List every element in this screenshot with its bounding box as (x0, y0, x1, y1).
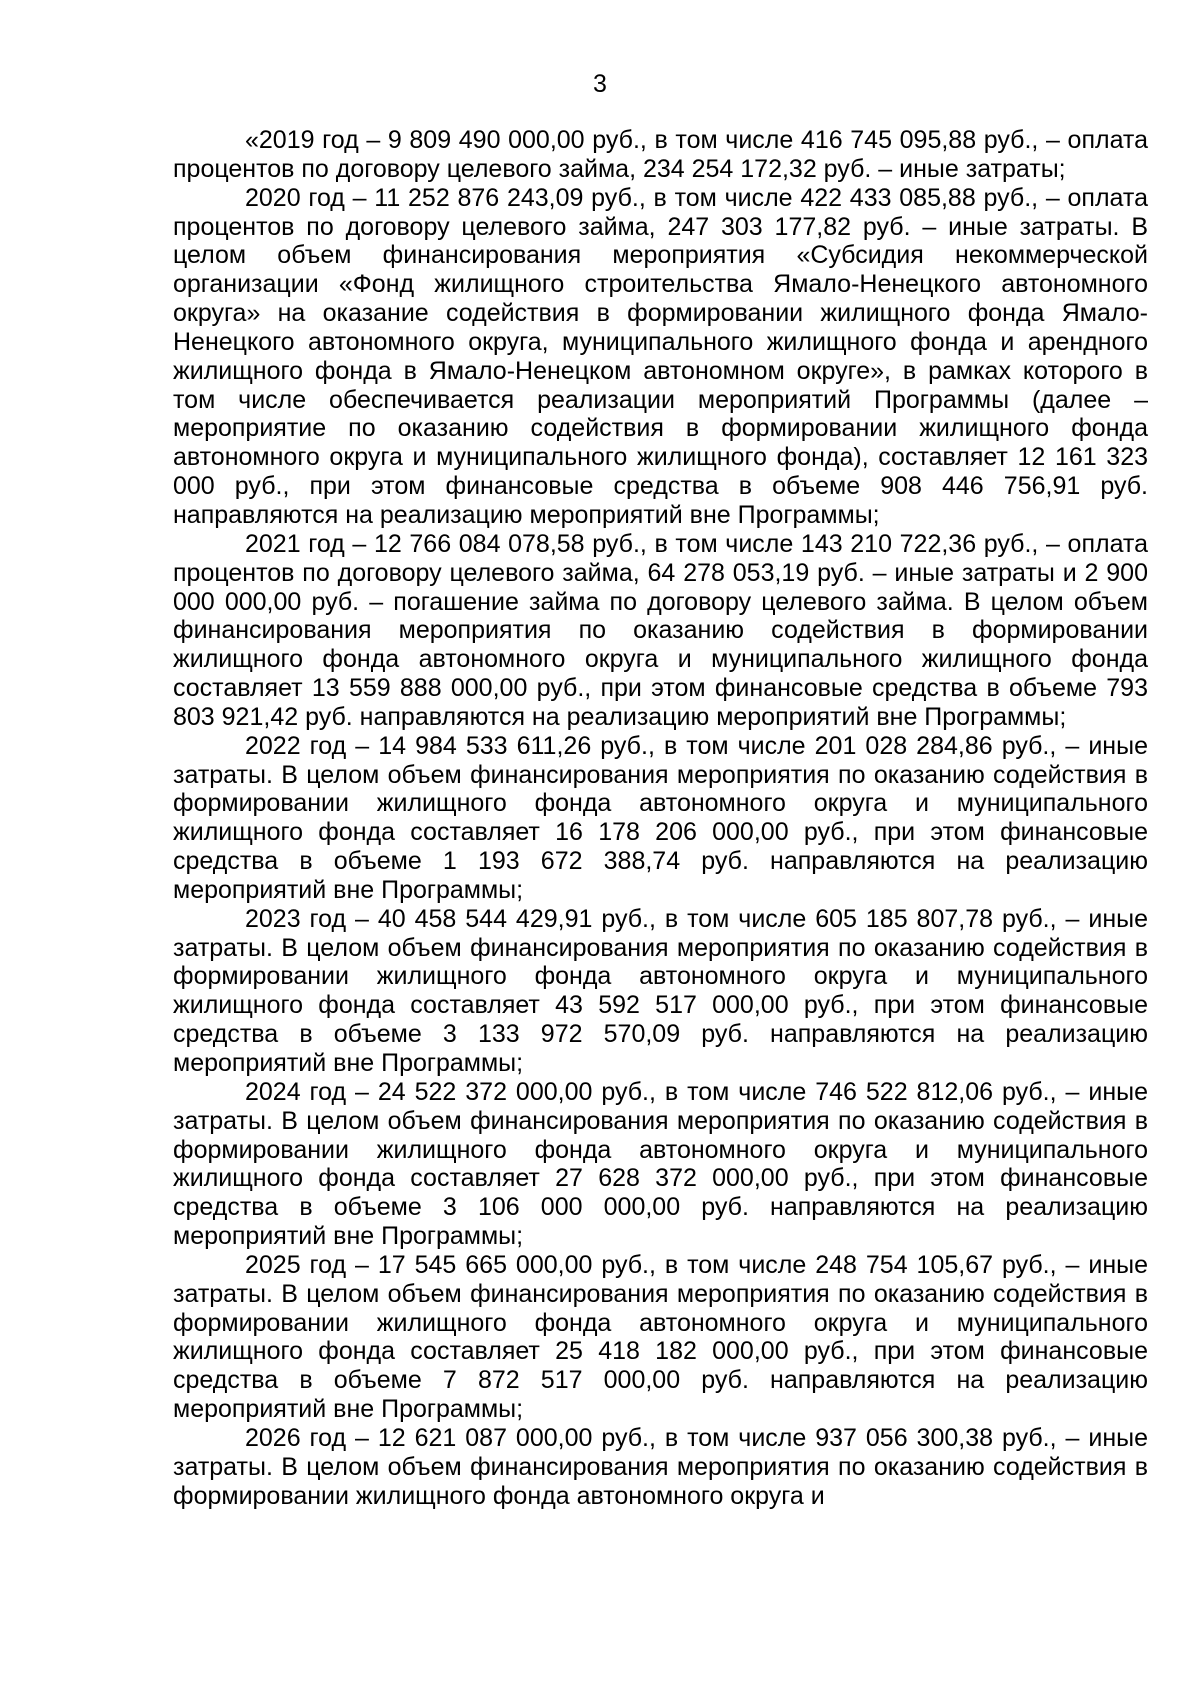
paragraph-2023: 2023 год – 40 458 544 429,91 руб., в том числе 605 185 807,78 руб., – иные затраты. В целом объем финансирования мероприятия по оказанию содействия в формировании жилищного фонда автономного округа и муниципального жилищного фонда составляет 43 592 517 000,00 руб., при этом финансовые средства в объеме 3 133 972 570,09 руб. направляются на реализацию мероприятий вне Программы; (173, 904, 1148, 1077)
paragraph-2021: 2021 год – 12 766 084 078,58 руб., в том числе 143 210 722,36 руб., – оплата процентов по договору целевого займа, 64 278 053,19 руб. – иные затраты и 2 900 000 000,00 руб. – погашение займа по договору целевого займа. В целом объем финансирования мероприятия по оказанию содействия в формировании жилищного фонда автономного округа и муниципального жилищного фонда составляет 13 559 888 000,00 руб., при этом финансовые средства в объеме 793 803 921,42 руб. направляются на реализацию мероприятий вне Программы; (173, 529, 1148, 731)
document-body (173, 126, 1148, 1511)
paragraph-2019: «2019 год – 9 809 490 000,00 руб., в том числе 416 745 095,88 руб., – оплата процентов по договору целевого займа, 234 254 172,32 руб. – иные затраты; (173, 126, 1148, 183)
paragraph-2022: 2022 год – 14 984 533 611,26 руб., в том числе 201 028 284,86 руб., – иные затраты. В целом объем финансирования мероприятия по оказанию содействия в формировании жилищного фонда автономного округа и муниципального жилищного фонда составляет 16 178 206 000,00 руб., при этом финансовые средства в объеме 1 193 672 388,74 руб. направляются на реализацию мероприятий вне Программы; (173, 731, 1148, 904)
paragraph-2025: 2025 год – 17 545 665 000,00 руб., в том числе 248 754 105,67 руб., – иные затраты. В целом объем финансирования мероприятия по оказанию содействия в формировании жилищного фонда автономного округа и муниципального жилищного фонда составляет 25 418 182 000,00 руб., при этом финансовые средства в объеме 7 872 517 000,00 руб. направляются на реализацию мероприятий вне Программы; (173, 1250, 1148, 1424)
page-number: 3 (593, 70, 607, 98)
paragraph-2020: 2020 год – 11 252 876 243,09 руб., в том числе 422 433 085,88 руб., – оплата процентов по договору целевого займа, 247 303 177,82 руб. – иные затраты. В целом объем финансирования мероприятия «Субсидия некоммерческой организации «Фонд жилищного строительства Ямало-Ненецкого автономного округа» на оказание содействия в формировании жилищного фонда Ямало-Ненецкого автономного округа, муниципального жилищного фонда и арендного жилищного фонда в Ямало-Ненецком автономном округе», в рамках которого в том числе обеспечивается реализации мероприятий Программы (далее – мероприятие по оказанию содействия в формировании жилищного фонда автономного округа и муниципального жилищного фонда), составляет 12 161 323 000 руб., при этом финансовые средства в объеме 908 446 756,91 руб. направляются на реализацию мероприятий вне Программы; (173, 183, 1148, 529)
paragraph-2026: 2026 год – 12 621 087 000,00 руб., в том числе 937 056 300,38 руб., – иные затраты. В целом объем финансирования мероприятия по оказанию содействия в формировании жилищного фонда автономного округа и (173, 1423, 1148, 1510)
paragraph-2024: 2024 год – 24 522 372 000,00 руб., в том числе 746 522 812,06 руб., – иные затраты. В целом объем финансирования мероприятия по оказанию содействия в формировании жилищного фонда автономного округа и муниципального жилищного фонда составляет 27 628 372 000,00 руб., при этом финансовые средства в объеме 3 106 000 000,00 руб. направляются на реализацию мероприятий вне Программы; (173, 1077, 1148, 1251)
